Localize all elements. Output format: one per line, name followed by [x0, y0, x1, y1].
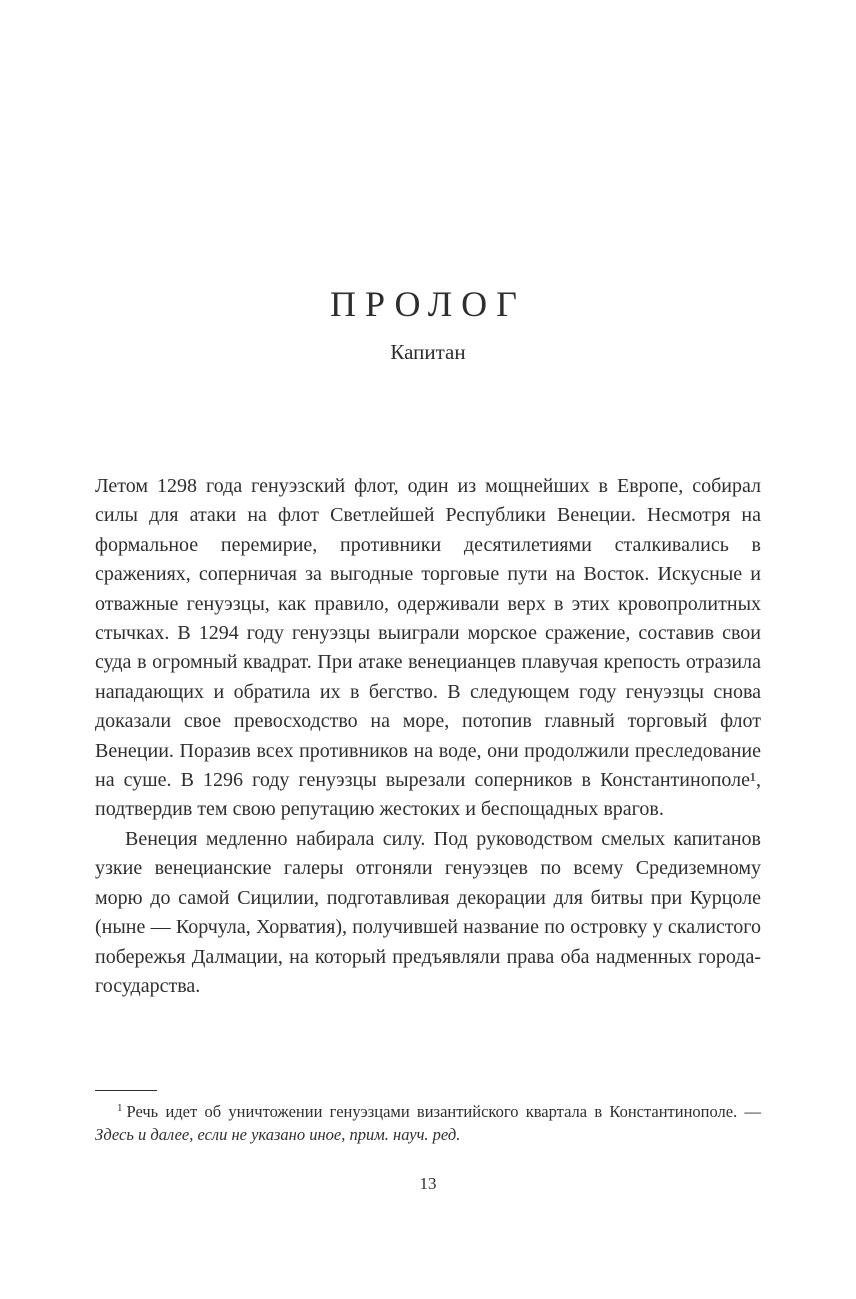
footnote: [95, 1100, 761, 1146]
chapter-subtitle: Капитан: [390, 340, 466, 364]
footnote-text: Речь идет об уничтожении генуэзцами византийского квартала в Константинополе. —: [126, 1102, 761, 1121]
paragraph-1: Летом 1298 года генуэзский флот, один из мощнейших в Европе, собирал силы для атаки на флот Светлейшей Республики Венеции. Несмотря на формальное перемирие, противники десятилетиями сталкивались в сражениях, соперничая за выгодные торговые пути на Восток. Искусные и отважные генуэзцы, как правило, одерживали верх в этих кровопролитных стычках. В 1294 году генуэзцы выиграли морское сражение, составив свои суда в огромный квадрат. При атаке венецианцев плавучая крепость отразила нападающих и обратила их в бегство. В следующем году генуэзцы снова доказали свое превосходство на море, потопив главный торговый флот Венеции. Поразив всех противников на воде, они продолжили преследование на суше. В 1296 году генуэзцы вырезали соперников в Константинополе¹, подтвердив тем свою репутацию жестоких и беспощадных врагов.: [95, 475, 761, 821]
paragraph-2: Венеция медленно набирала силу. Под руководством смелых капитанов узкие венецианские галеры отгоняли генуэзцев по всему Средиземному морю до самой Сицилии, подготавливая декорации для битвы при Курцоле (ныне — Корчула, Хорватия), получившей название по островку у скалистого побережья Далмации, на который предъявляли права оба надменных города-государства.: [95, 827, 761, 997]
page-number: 13: [419, 1174, 437, 1193]
footnote-area: [95, 1090, 761, 1146]
footnote-italic-text: Здесь и далее, если не указано иное, прим. науч. ред.: [95, 1125, 461, 1144]
chapter-title: ПРОЛОГ: [330, 284, 526, 324]
body-text: [95, 472, 761, 1001]
footnote-marker: 1: [117, 1101, 123, 1114]
footnote-divider: [95, 1090, 157, 1091]
